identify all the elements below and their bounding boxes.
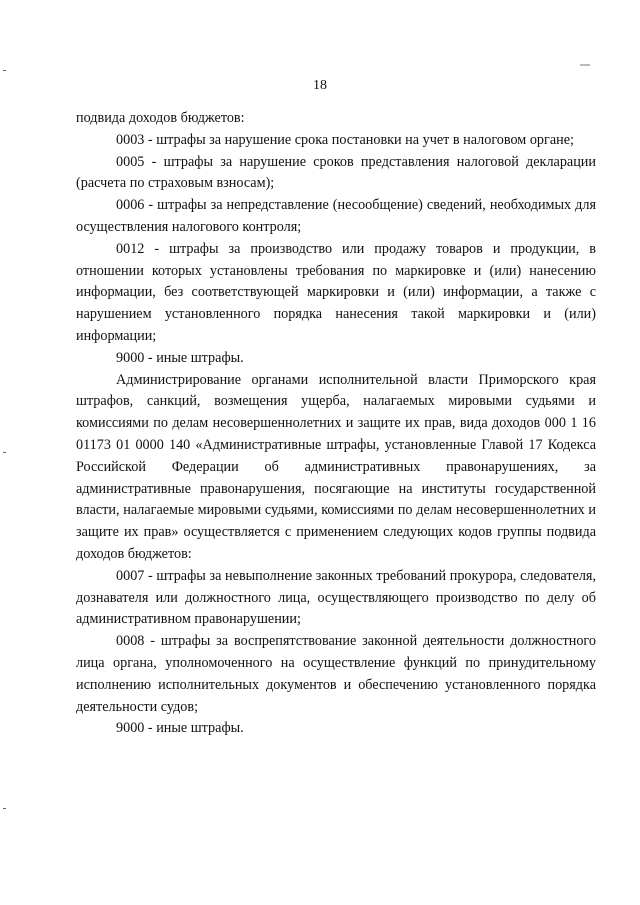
paragraph: 0005 - штрафы за нарушение сроков представления налоговой декларации (расчета по страховым взносам);: [76, 153, 596, 192]
paragraph: 0006 - штрафы за непредставление (несообщение) сведений, необходимых для осуществления налогового контроля;: [76, 197, 596, 235]
paragraph: 0008 - штрафы за воспрепятствование законной деятельности должностного лица органа, уполномоченного на осуществление функций по принудительному исполнению исполнительных документов и обеспечению установленного порядка деятельности судов;: [76, 633, 596, 715]
edge-mark: [3, 808, 6, 809]
document-body: [76, 108, 596, 740]
paragraph: 9000 - иные штрафы.: [116, 349, 244, 366]
edge-mark: [3, 70, 6, 71]
edge-mark: [3, 452, 6, 453]
scan-artifact: [580, 64, 590, 66]
paragraph: 0003 - штрафы за нарушение срока постановки на учет в налоговом органе;: [116, 131, 574, 148]
paragraph: подвида доходов бюджетов:: [76, 110, 245, 126]
paragraph: 0007 - штрафы за невыполнение законных требований прокурора, следователя, дознавателя или должностного лица, осуществляющего производство по делу об административном правонарушении;: [76, 567, 596, 628]
page-number: 18: [313, 78, 327, 93]
paragraph: 9000 - иные штрафы.: [116, 720, 244, 737]
paragraph: Администрирование органами исполнительной власти Приморского края штрафов, санкций, возмещения ущерба, налагаемых мировыми судьями и комиссиями по делам несовершеннолетних и защите их прав, вида доходов 000 1 16 01173 01 0000 140 «Административные штрафы, установленные Главой 17 Кодекса Российской Федерации об административных правонарушениях, за административные правонарушения, посягающие на институты государственной власти, налагаемые мировыми судьями, комиссиями по делам несовершеннолетних и защите их прав» осуществляется с применением следующих кодов группы подвида доходов бюджетов:: [76, 371, 596, 562]
paragraph: 0012 - штрафы за производство или продажу товаров и продукции, в отношении которых установлены требования по маркировке и (или) нанесению информации, без соответствующей маркировки и (или) информации, а также с нарушением установленного порядка нанесения такой маркировки и (или) информации;: [76, 240, 596, 344]
